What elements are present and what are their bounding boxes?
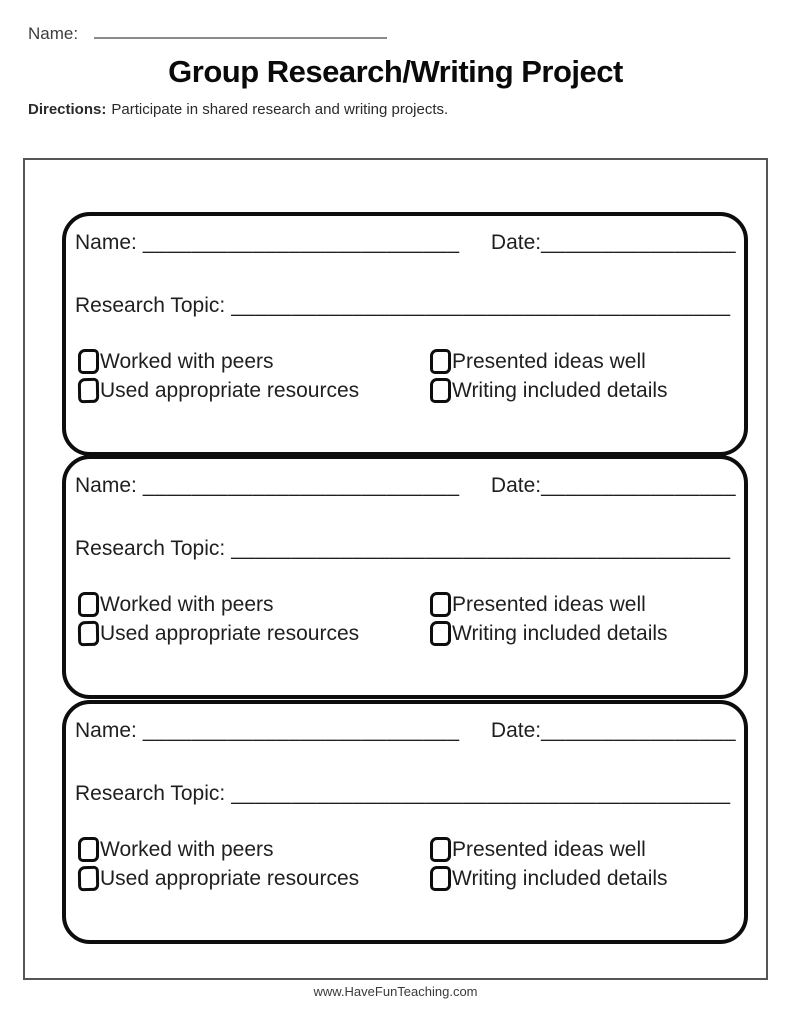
- name-label: Name:: [75, 474, 137, 497]
- check-label: Worked with peers: [100, 593, 274, 616]
- checkbox-icon: [78, 378, 99, 403]
- date-label: Date:: [490, 719, 542, 742]
- date-blank-line: ________________: [541, 231, 736, 254]
- check-label: Presented ideas well: [452, 838, 646, 861]
- check-item-presented-ideas-well: [427, 592, 736, 617]
- name-blank-line: __________________________: [142, 719, 460, 742]
- check-item-presented-ideas-well: [427, 837, 736, 862]
- check-label: Presented ideas well: [452, 593, 646, 616]
- check-label: Used appropriate resources: [100, 867, 360, 890]
- date-field: [491, 229, 736, 256]
- name-blank-line: __________________________: [142, 231, 460, 254]
- name-date-row: [75, 229, 736, 256]
- name-field: [75, 717, 460, 744]
- directions: [28, 101, 448, 118]
- criteria-checklist: [75, 837, 736, 891]
- name-date-row: [75, 717, 736, 744]
- check-item-writing-included-details: [427, 866, 736, 891]
- check-label: Used appropriate resources: [100, 622, 360, 645]
- research-topic-label: Research Topic:: [75, 537, 226, 560]
- research-topic-blank-line: _________________________________________: [231, 782, 731, 805]
- check-label: Presented ideas well: [452, 350, 646, 373]
- check-label: Writing included details: [452, 867, 668, 890]
- directions-label: Directions:: [28, 101, 107, 118]
- checkbox-icon: [430, 349, 451, 374]
- check-item-worked-with-peers: [75, 349, 427, 374]
- research-topic-blank-line: _________________________________________: [231, 294, 731, 317]
- checkbox-icon: [430, 592, 451, 617]
- name-field: [75, 229, 460, 256]
- check-item-used-appropriate-resources: [75, 621, 427, 646]
- criteria-checklist: [75, 592, 736, 646]
- research-topic-blank-line: _________________________________________: [231, 537, 731, 560]
- research-topic-row: [75, 292, 736, 319]
- checkbox-icon: [78, 866, 99, 891]
- date-field: [491, 717, 736, 744]
- date-blank-line: ________________: [541, 719, 736, 742]
- directions-text: Participate in shared research and writing projects.: [111, 101, 449, 118]
- check-item-writing-included-details: [427, 378, 736, 403]
- date-field: [491, 472, 736, 499]
- checkbox-icon: [430, 621, 451, 646]
- student-name-label: Name:: [28, 24, 79, 43]
- criteria-checklist: [75, 349, 736, 403]
- date-blank-line: ________________: [541, 474, 736, 497]
- website-footer: www.HaveFunTeaching.com: [313, 984, 478, 999]
- rubric-card: [62, 700, 748, 944]
- name-label: Name:: [75, 719, 137, 742]
- check-label: Used appropriate resources: [100, 379, 360, 402]
- check-item-used-appropriate-resources: [75, 378, 427, 403]
- check-item-worked-with-peers: [75, 837, 427, 862]
- checkbox-icon: [430, 378, 451, 403]
- checkbox-icon: [78, 621, 99, 646]
- checkbox-icon: [78, 837, 99, 862]
- check-label: Worked with peers: [100, 350, 274, 373]
- date-label: Date:: [490, 474, 542, 497]
- name-blank-line: __________________________: [142, 474, 460, 497]
- name-date-row: [75, 472, 736, 499]
- research-topic-row: [75, 535, 736, 562]
- checkbox-icon: [430, 837, 451, 862]
- research-topic-label: Research Topic:: [75, 294, 226, 317]
- check-label: Writing included details: [452, 379, 668, 402]
- checkbox-icon: [78, 592, 99, 617]
- student-name-row: [28, 22, 387, 44]
- student-name-blank-line: [94, 22, 387, 39]
- research-topic-label: Research Topic:: [75, 782, 226, 805]
- rubric-card: [62, 212, 748, 456]
- checkbox-icon: [430, 866, 451, 891]
- check-item-presented-ideas-well: [427, 349, 736, 374]
- name-field: [75, 472, 460, 499]
- worksheet-frame: [23, 158, 768, 980]
- research-topic-row: [75, 780, 736, 807]
- rubric-card: [62, 455, 748, 699]
- check-item-used-appropriate-resources: [75, 866, 427, 891]
- checkbox-icon: [78, 349, 99, 374]
- check-item-worked-with-peers: [75, 592, 427, 617]
- date-label: Date:: [490, 231, 542, 254]
- check-label: Worked with peers: [100, 838, 274, 861]
- page-title: Group Research/Writing Project: [168, 54, 623, 89]
- name-label: Name:: [75, 231, 137, 254]
- check-item-writing-included-details: [427, 621, 736, 646]
- check-label: Writing included details: [452, 622, 668, 645]
